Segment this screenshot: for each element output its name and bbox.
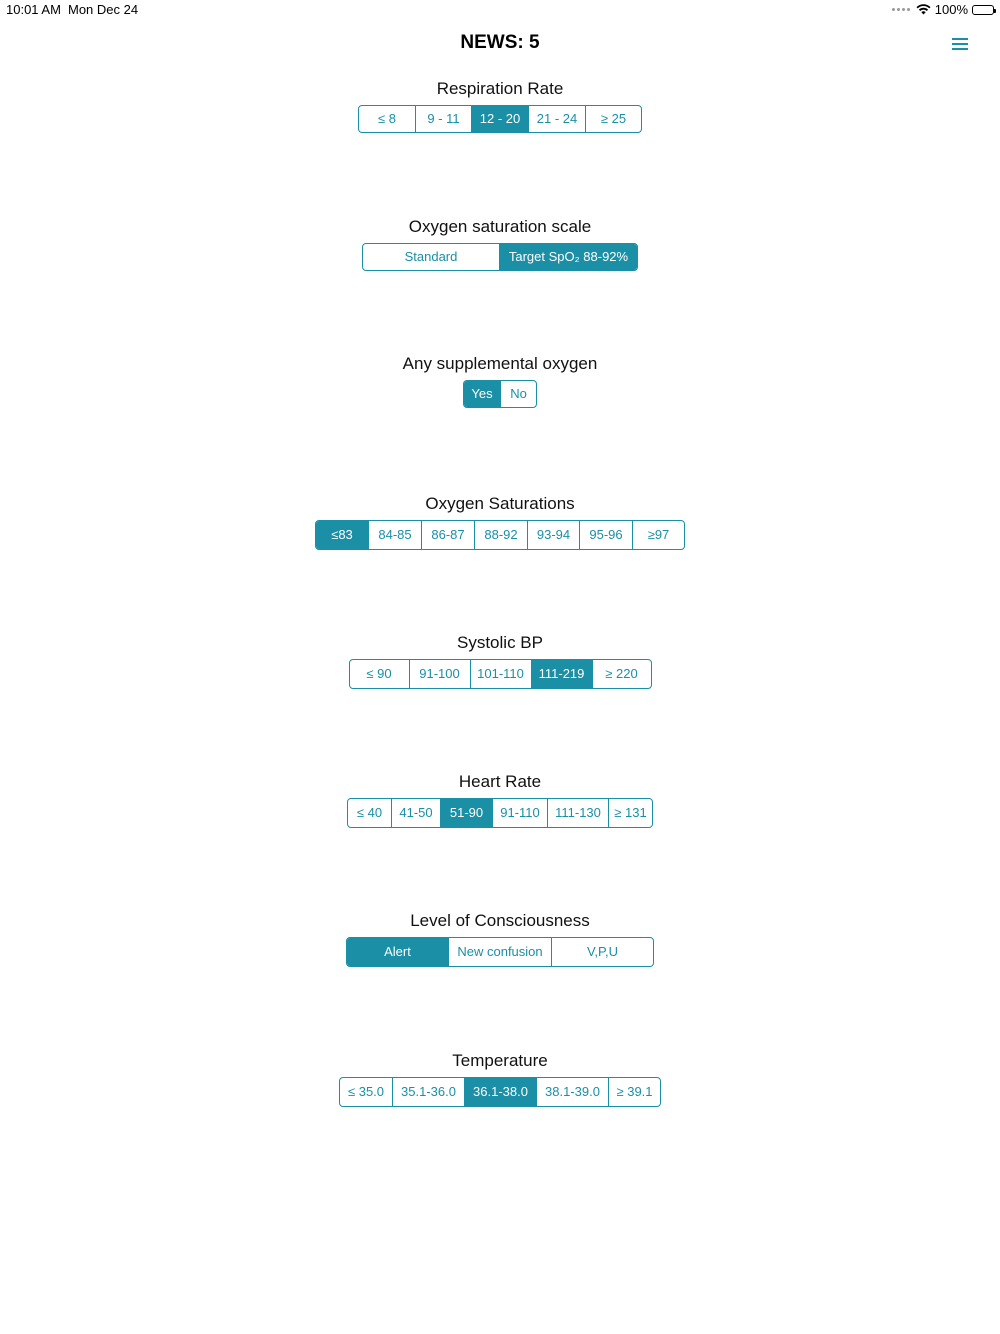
section-title: Level of Consciousness	[410, 911, 590, 930]
temperature-option[interactable]: 36.1-38.0	[464, 1078, 536, 1106]
oxygen-saturations-option[interactable]: 93-94	[527, 521, 579, 549]
heart-rate-option[interactable]: ≥ 131	[608, 799, 652, 827]
battery-icon	[972, 5, 994, 15]
oxygen-saturations-control[interactable]	[315, 520, 685, 550]
consciousness-option[interactable]: Alert	[347, 938, 448, 966]
wifi-icon	[916, 4, 931, 15]
oxygen-saturations-option[interactable]: 95-96	[579, 521, 632, 549]
respiration-rate-section	[0, 78, 1000, 133]
section-title: Oxygen saturation scale	[408, 217, 592, 236]
status-bar	[0, 0, 1000, 20]
status-indicators	[892, 2, 994, 17]
hamburger-menu-icon[interactable]	[950, 33, 970, 55]
heart-rate-option[interactable]: ≤ 40	[356, 805, 383, 820]
consciousness-option[interactable]: New confusion	[448, 938, 551, 966]
battery-percent: 100%	[934, 2, 968, 17]
oxygen-scale-section	[0, 216, 1000, 271]
supplemental-oxygen-option[interactable]: Yes	[464, 381, 500, 407]
systolic-bp-option[interactable]: 91-100	[409, 660, 470, 688]
consciousness-control[interactable]	[346, 937, 654, 967]
oxygen-saturations-option[interactable]: 88-92	[474, 521, 527, 549]
oxygen-scale-option[interactable]: Target SpO₂ 88-92%	[499, 244, 637, 270]
respiration-rate-control[interactable]	[358, 105, 642, 133]
temperature-option[interactable]: 38.1-39.0	[536, 1078, 608, 1106]
heart-rate-control[interactable]	[347, 798, 653, 828]
systolic-bp-option[interactable]: ≥ 220	[592, 660, 651, 688]
section-title: Systolic BP	[457, 633, 543, 652]
consciousness-option[interactable]: V,P,U	[551, 938, 653, 966]
respiration-rate-option[interactable]: 21 - 24	[528, 106, 585, 132]
heart-rate-option[interactable]: 91-110	[492, 799, 547, 827]
systolic-bp-option[interactable]: ≤ 90	[366, 666, 392, 681]
temperature-option[interactable]: 35.1-36.0	[392, 1078, 464, 1106]
oxygen-saturations-section	[0, 493, 1000, 550]
respiration-rate-option[interactable]: 12 - 20	[471, 106, 528, 132]
consciousness-section	[0, 910, 1000, 967]
section-title: Respiration Rate	[436, 79, 564, 98]
section-title: Heart Rate	[458, 772, 542, 791]
systolic-bp-control[interactable]	[349, 659, 652, 689]
supplemental-oxygen-section	[0, 353, 1000, 408]
respiration-rate-option[interactable]: ≤ 8	[378, 111, 396, 126]
oxygen-saturations-option[interactable]: ≥97	[632, 521, 684, 549]
page-title: NEWS: 5	[460, 32, 540, 53]
systolic-bp-section	[0, 632, 1000, 689]
temperature-option[interactable]: ≤ 35.0	[347, 1084, 385, 1099]
section-title: Temperature	[452, 1051, 548, 1070]
heart-rate-section	[0, 771, 1000, 828]
heart-rate-option[interactable]: 41-50	[391, 799, 440, 827]
status-time: 10:01 AM	[6, 2, 61, 17]
supplemental-oxygen-option[interactable]: No	[500, 381, 536, 407]
section-title: Any supplemental oxygen	[402, 354, 598, 373]
systolic-bp-option[interactable]: 101-110	[470, 660, 531, 688]
section-title: Oxygen Saturations	[425, 494, 575, 513]
oxygen-saturations-option[interactable]: 86-87	[421, 521, 474, 549]
respiration-rate-option[interactable]: 9 - 11	[415, 106, 471, 132]
temperature-option[interactable]: ≥ 39.1	[608, 1078, 660, 1106]
heart-rate-option[interactable]: 111-130	[547, 799, 608, 827]
respiration-rate-option[interactable]: ≥ 25	[585, 106, 641, 132]
oxygen-scale-control[interactable]	[362, 243, 638, 271]
cellular-signal-icon	[892, 8, 910, 11]
oxygen-saturations-option[interactable]: ≤83	[316, 521, 368, 549]
heart-rate-option[interactable]: 51-90	[440, 799, 492, 827]
temperature-section	[0, 1050, 1000, 1107]
oxygen-saturations-option[interactable]: 84-85	[368, 521, 421, 549]
temperature-control[interactable]	[339, 1077, 661, 1107]
supplemental-oxygen-control[interactable]	[463, 380, 537, 408]
status-date: Mon Dec 24	[68, 2, 139, 17]
oxygen-scale-option[interactable]: Standard	[404, 249, 458, 264]
systolic-bp-option[interactable]: 111-219	[531, 660, 592, 688]
